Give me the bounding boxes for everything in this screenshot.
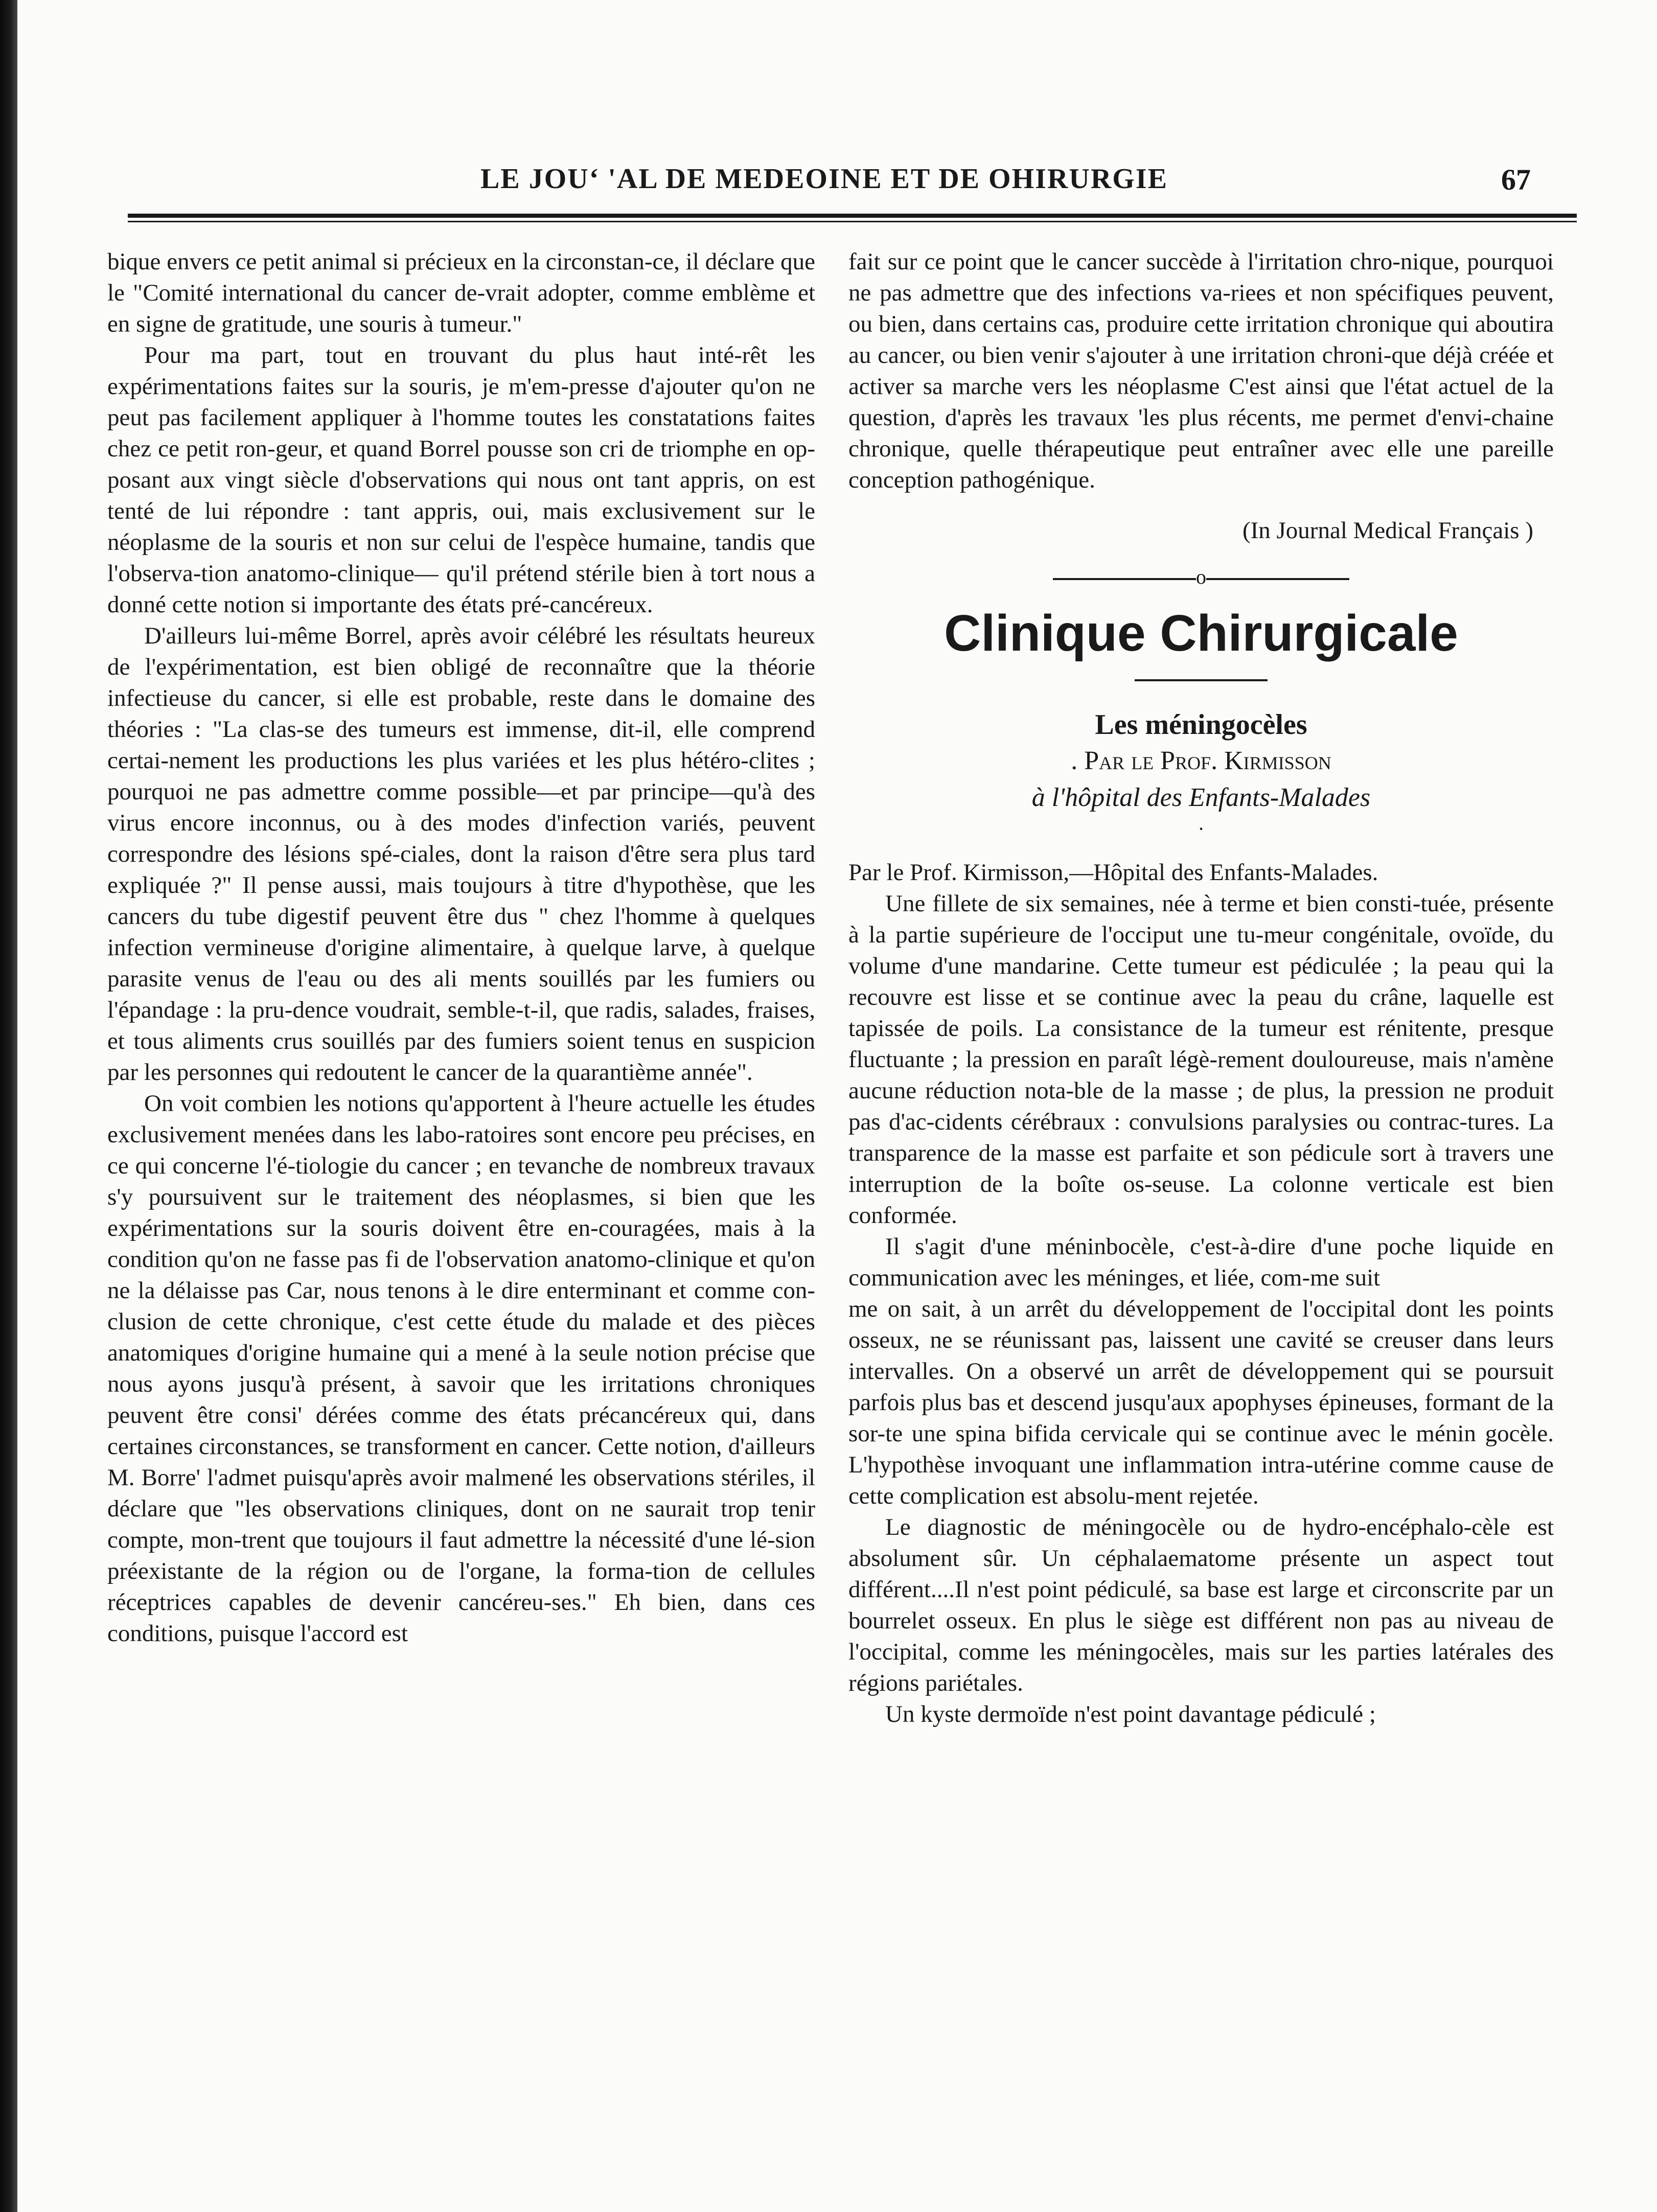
paragraph: D'ailleurs lui-même Borrel, après avoir célébré les résultats heureux de l'expérimentation, est bien obligé de reconnaître que la théorie infectieuse du cancer, si elle est probable, reste dans le domaine des théories : "La clas-se des tumeurs est immense, dit-il, elle comprend certai-nement les productions les plus variées et les plus hétéro-clites ; pourquoi ne pas admettre comme possible—et par principe—qu'à des virus encore inconnus, ou à des modes d'infection variés, peuvent correspondre des lésions spé-ciales, dont la raison d'être sera plus tard expliquée ?" Il pense aussi, mais toujours à titre d'hypothèse, que les cancers du tube digestif peuvent être dus " chez l'homme à quelques infection vermineuse d'origine alimentaire, à quelque larve, à quelque parasite venus de l'eau ou des ali ments souillés par les fumiers ou l'épandage : la pru-dence voudrait, semble-t-il, que radis, salades, fraises, et tous aliments crus souillés par des fumiers soient tenus en suspicion par les personnes qui redoutent le cancer de la quarantième année". xyxy=(107,623,815,1086)
paragraph: bique envers ce petit animal si précieux en la circonstan-ce, il déclare que le "Comité international du cancer de-vrait adopter, comme emblème et en signe de gratitude, une souris à tumeur." xyxy=(107,248,815,337)
section-title: Clinique Chirurgicale xyxy=(944,605,1458,662)
divider-mark: o xyxy=(1196,565,1206,588)
article-title: Les méningocèles xyxy=(1095,709,1307,741)
paragraph: Une fillete de six semaines, née à terme et bien consti-tuée, présente à la partie supérieure de l'occiput une tu-meur congénitale, ovoïde, du volume d'une mandarine. Cette tumeur est pédiculée ; la peau qui la recouvre est lisse et se continue avec la peau du crâne, laquelle est tapissée de poils. La consistance de la tumeur est rénitente, presque fluctuante ; la pression en paraît légè-rement douloureuse, mais n'amène aucune réduction nota-ble de la masse ; de plus, la pression ne produit pas d'ac-cidents cérébraux : convulsions paralysies ou contrac-tures. La transparence de la masse est parfaite et son pédicule sort à travers une interruption de la boîte os-seuse. La colonne verticale est bien conformée. xyxy=(848,890,1554,1229)
paragraph: Il s'agit d'une méninbocèle, c'est-à-dire d'une poche liquide en communication avec les méninges, et liée, com-me suit xyxy=(848,1233,1554,1291)
paragraph: me on sait, à un arrêt du développement de l'occipital dont les points osseux, ne se réunissant pas, laissent une cavité se creuser dans leurs intervalles. On a observé un arrêt de développement qui se poursuit parfois plus bas et descend jusqu'aux apophyses épineuses, formant de la sor-te une spina bifida cervicale qui se continue avec le ménin gocèle. L'hypothèse invoquant une inflammation intra-utérine comme cause de cette complication est absolu-ment rejetée. xyxy=(848,1296,1554,1509)
paragraph: Le diagnostic de méningocèle ou de hydro-encéphalo-cèle est absolument sûr. Un céphalaematome présente un aspect tout différent....Il n'est point pédiculé, sa base est large et circonscrite par un bourrelet osseux. En plus le siège est différent non pas au niveau de l'occipital, comme les méningocèles, mais sur les parties latérales des régions pariétales. xyxy=(848,1514,1554,1696)
running-head: LE JOUʻ 'AL DE MEDEOINE ET DE OHIRURGIE xyxy=(480,163,1168,195)
continued-paragraph: fait sur ce point que le cancer succède à l'irritation chro-nique, pourquoi ne pas admettre que des infections va-riees et non spécifiques peuvent, ou bien, dans certains cas, produire cette irritation chronique qui aboutira au cancer, ou bien venir s'ajouter à une irritation chroni-que déjà créée et activer sa marche vers les néoplasme C'est ainsi que l'état actuel de la question, d'après les travaux 'les plus récents, me permet d'envi-chaine chronique, quelle thérapeutique peut entraîner avec elle une pareille conception pathogénique. xyxy=(848,248,1554,493)
page-header xyxy=(118,163,1531,196)
page-binding-edge xyxy=(0,0,17,2212)
paragraph: Par le Prof. Kirmisson,—Hôpital des Enfants-Malades. xyxy=(848,859,1378,886)
right-column xyxy=(848,246,1554,1730)
source-citation: (In Journal Medical Français ) xyxy=(1242,517,1533,544)
header-rule xyxy=(128,214,1577,222)
title-rule xyxy=(1135,679,1268,681)
left-column xyxy=(107,246,815,1649)
section-divider xyxy=(848,567,1554,587)
page-number: 67 xyxy=(1501,163,1531,196)
byline: . Par le Prof. Kirmisson xyxy=(1071,746,1331,775)
paragraph: Pour ma part, tout en trouvant du plus haut inté-rêt les expérimentations faites sur la souris, je m'em-presse d'ajouter qu'on ne peut pas facilement appliquer à l'homme toutes les constatations faites chez ce petit ron-geur, et quand Borrel pousse son cri de triomphe en op-posant aux vingt siècle d'observations qui nous ont tant appris, on est tenté de lui répondre : tant appris, oui, mais exclusivement sur le néoplasme de la souris et non sur celui de l'espèce humaine, tandis que l'observa-tion anatomo-clinique— qu'il prétend stérile bien à tort nous a donné cette notion si importante des états pré-cancéreux. xyxy=(107,342,815,618)
paragraph: On voit combien les notions qu'apportent à l'heure actuelle les études exclusivement menées dans les labo-ratoires sont encore peu précises, en ce qui concerne l'é-tiologie du cancer ; en tevanche de nombreux travaux s'y poursuivent sur le traitement des néoplasmes, si bien que les expérimentations sur la souris doivent être en-couragées, mais à la condition qu'on ne fasse pas fi de l'observation anatomo-clinique et qu'on ne la délaisse pas Car, nous tenons à le dire enterminant et comme con-clusion de cette chronique, c'est cette étude du malade et des pièces anatomiques d'origine humaine qui a mené à la seule notion précise que nous ayons jusqu'à présent, à savoir que les irritations chroniques peuvent être consi' dérées comme des états précancéreux qui, dans certaines circonstances, se transforment en cancer. Cette notion, d'ailleurs M. Borre' l'admet puisqu'après avoir malmené les observations stériles, il déclare que "les observations cliniques, dont on ne saurait trop tenir compte, mon-trent que toujours il faut admettre la nécessité d'une lé-sion préexistante de la région ou de l'organe, la forma-tion de cellules réceptrices capables de devenir cancéreu-ses." Eh bien, dans ces conditions, puisque l'accord est xyxy=(107,1090,815,1647)
paragraph: Un kyste dermoïde n'est point davantage pédiculé ; xyxy=(885,1701,1376,1727)
affiliation: à l'hôpital des Enfants-Malades xyxy=(1031,783,1371,812)
separator-dot: · xyxy=(1198,817,1205,840)
